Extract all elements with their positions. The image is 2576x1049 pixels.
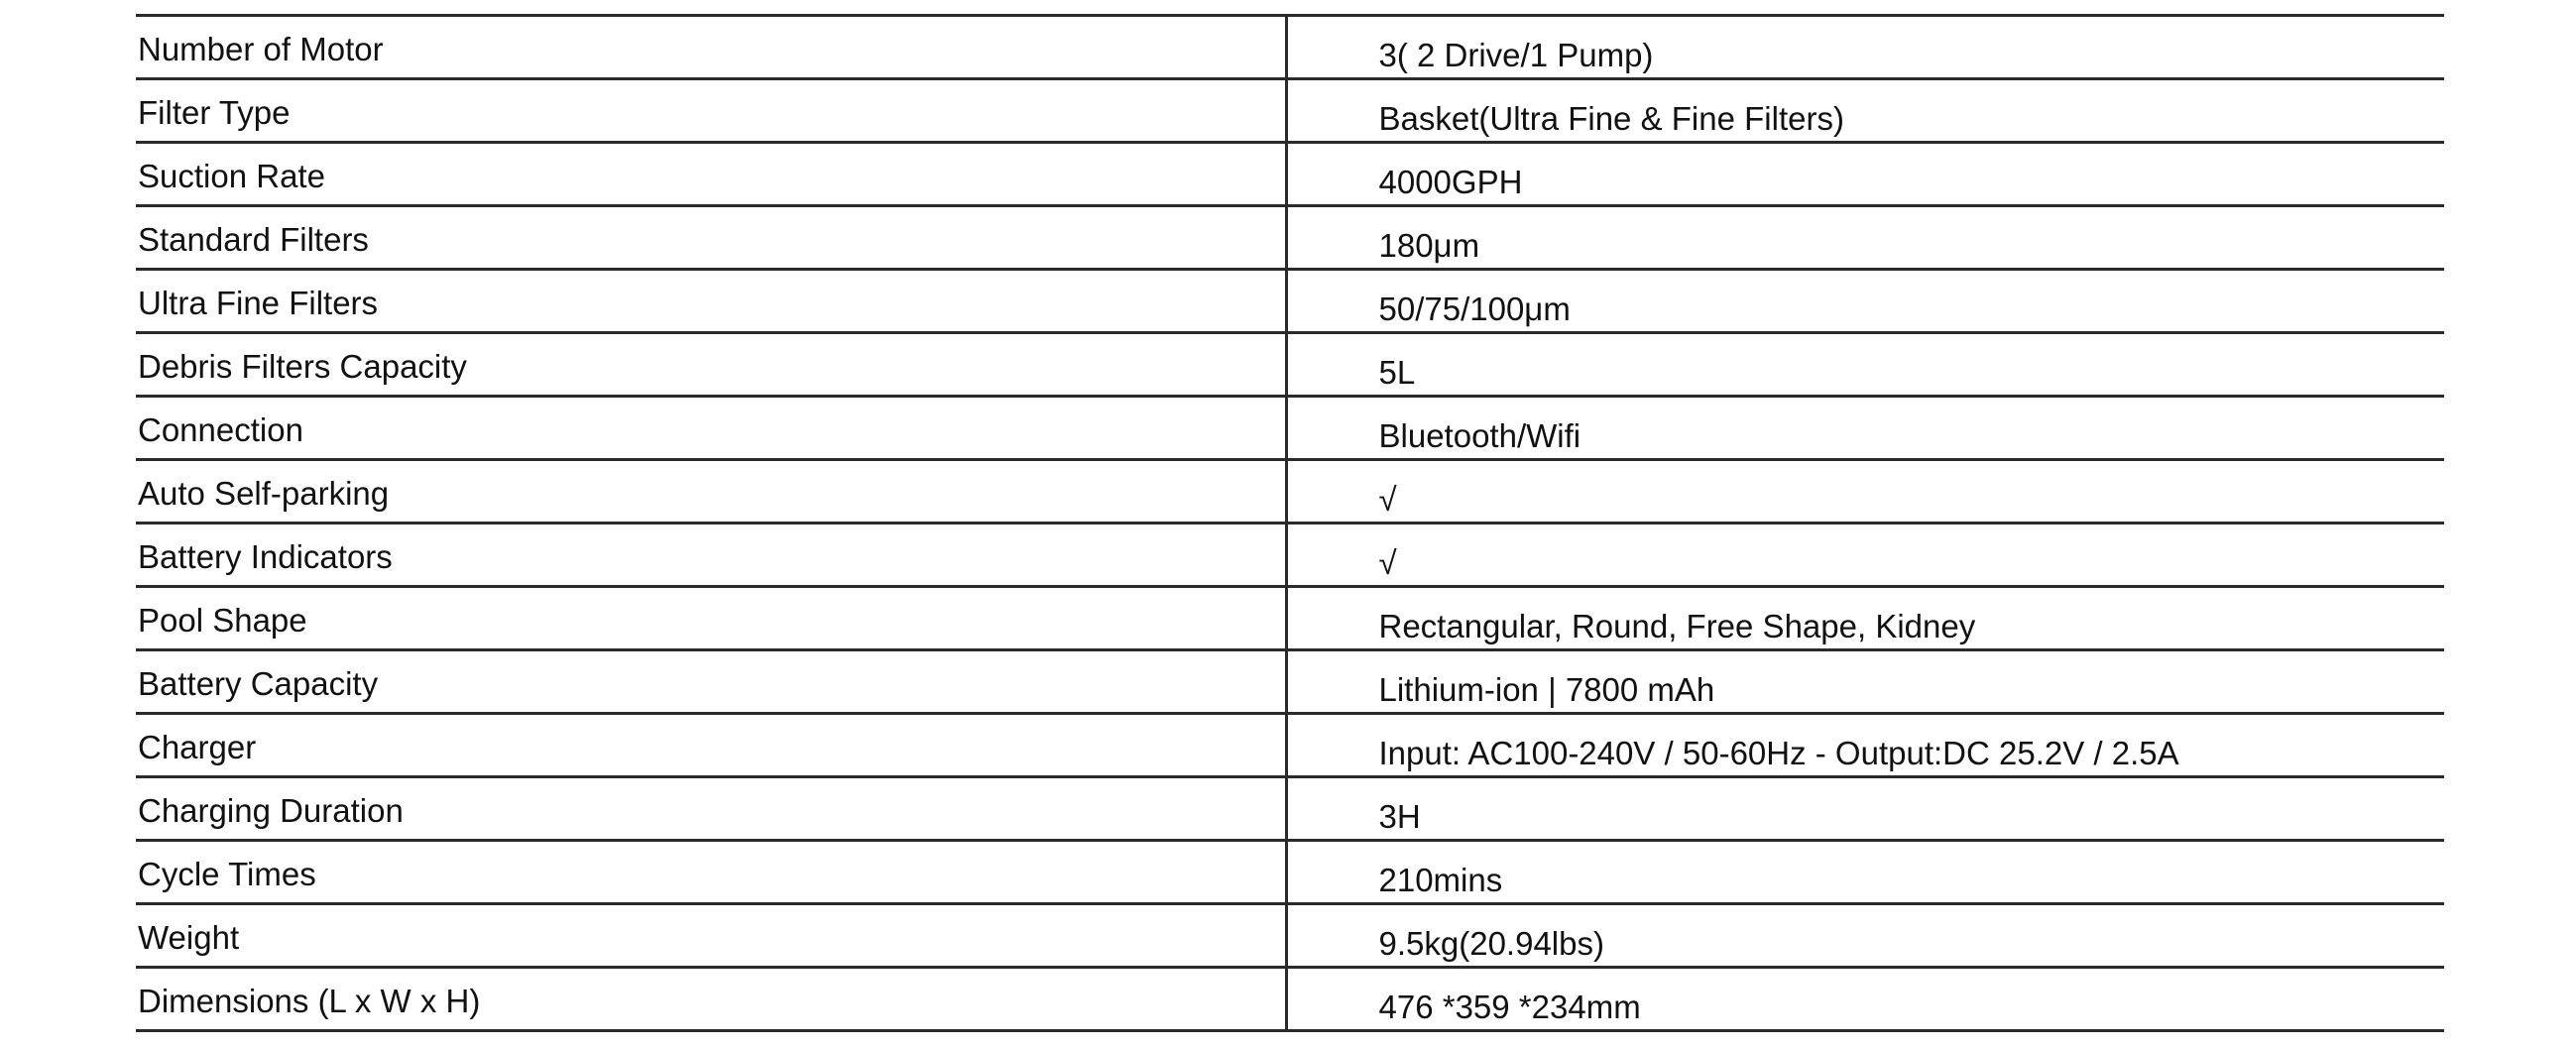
spec-label: Number of Motor [136,16,1286,79]
table-row [136,714,2444,777]
table-row [136,587,2444,650]
spec-value: 476 *359 *234mm [1286,968,2444,1031]
table-row [136,968,2444,1031]
spec-label: Connection [136,397,1286,460]
spec-value: 50/75/100μm [1286,270,2444,333]
spec-value: 9.5kg(20.94lbs) [1286,904,2444,968]
spec-label: Pool Shape [136,587,1286,650]
spec-label: Suction Rate [136,143,1286,206]
spec-label: Dimensions (L x W x H) [136,968,1286,1031]
table-row [136,460,2444,524]
table-row [136,777,2444,841]
spec-label: Debris Filters Capacity [136,333,1286,397]
spec-label: Cycle Times [136,841,1286,904]
spec-label: Filter Type [136,79,1286,143]
table-row [136,904,2444,968]
spec-label: Standard Filters [136,206,1286,270]
spec-value: Rectangular, Round, Free Shape, Kidney [1286,587,2444,650]
table-row [136,333,2444,397]
spec-label: Battery Indicators [136,524,1286,587]
spec-label: Battery Capacity [136,650,1286,714]
table-row [136,650,2444,714]
table-row [136,397,2444,460]
spec-value: 5L [1286,333,2444,397]
table-row [136,143,2444,206]
spec-label: Weight [136,904,1286,968]
spec-value: Input: AC100-240V / 50-60Hz - Output:DC 25.2V / 2.5A [1286,714,2444,777]
spec-value: Lithium-ion | 7800 mAh [1286,650,2444,714]
spec-label: Ultra Fine Filters [136,270,1286,333]
spec-value: 4000GPH [1286,143,2444,206]
table-row [136,841,2444,904]
spec-value: 210mins [1286,841,2444,904]
table-row [136,206,2444,270]
spec-value: 180μm [1286,206,2444,270]
spec-value: 3( 2 Drive/1 Pump) [1286,16,2444,79]
table-row [136,79,2444,143]
spec-table [136,14,2444,1032]
table-row [136,16,2444,79]
spec-label: Charger [136,714,1286,777]
spec-value: √ [1286,460,2444,524]
spec-label: Charging Duration [136,777,1286,841]
table-row [136,524,2444,587]
spec-value: Basket(Ultra Fine & Fine Filters) [1286,79,2444,143]
spec-label: Auto Self-parking [136,460,1286,524]
spec-value: Bluetooth/Wifi [1286,397,2444,460]
table-row [136,270,2444,333]
spec-value: √ [1286,524,2444,587]
spec-value: 3H [1286,777,2444,841]
